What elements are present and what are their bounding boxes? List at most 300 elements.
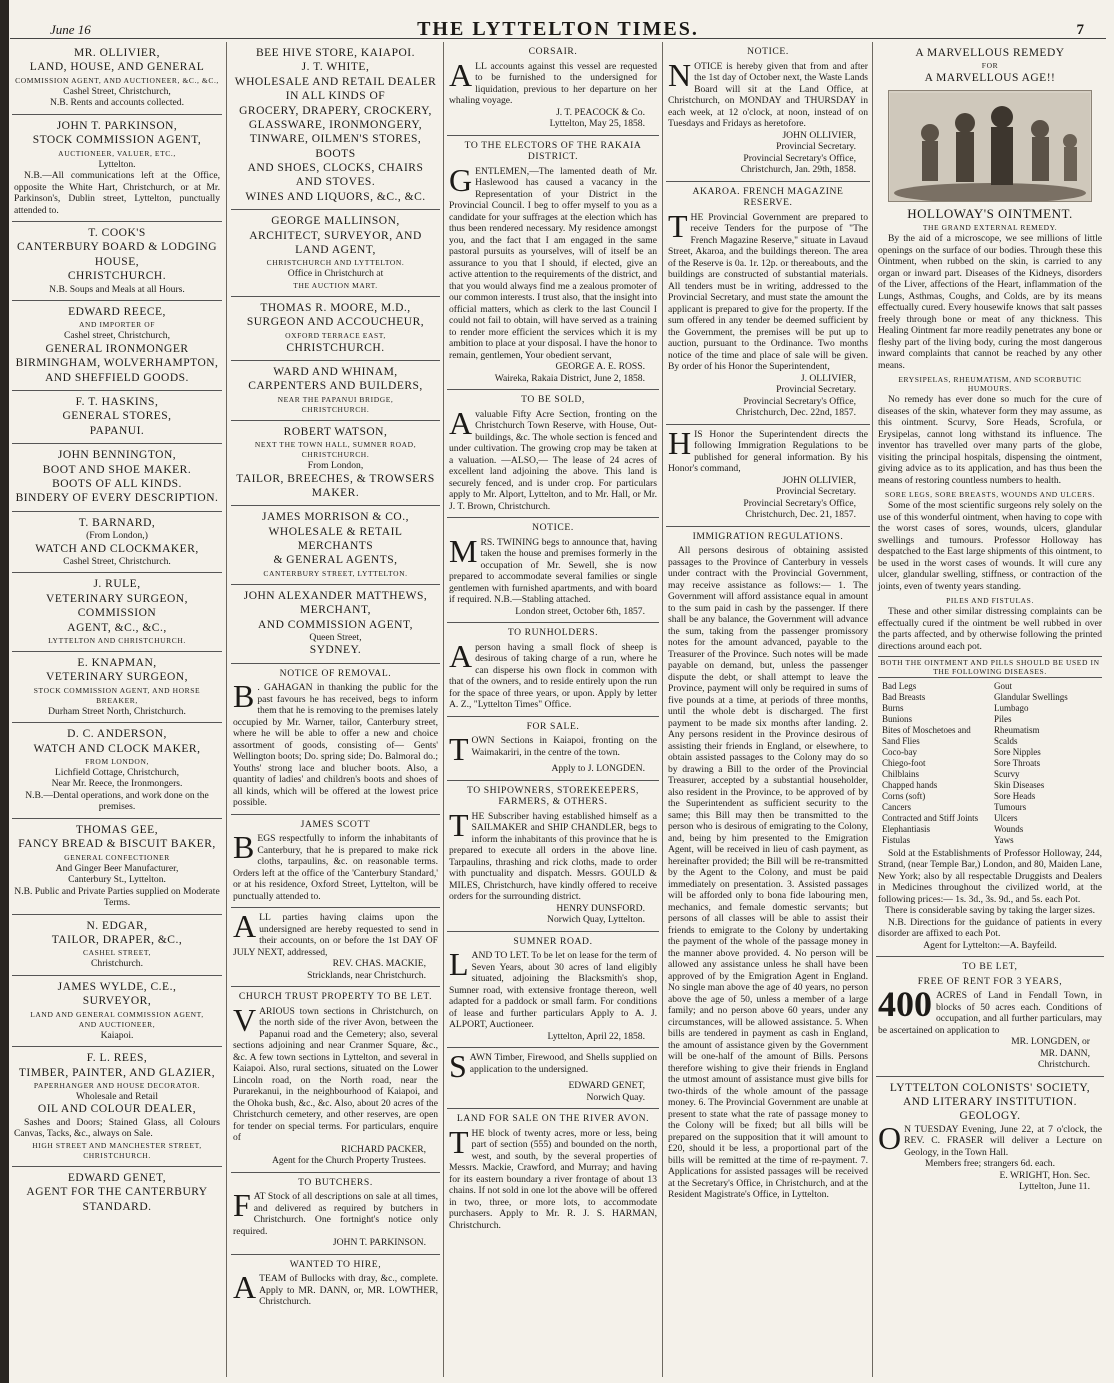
- ad-body-wrap: [449, 1128, 657, 1232]
- ad-line: (From London,): [86, 530, 148, 541]
- ad-heading: WANTED TO HIRE,: [289, 1258, 382, 1270]
- ad-title: CHRISTCHURCH.: [286, 341, 385, 354]
- ad-heading: SUMNER ROAD.: [513, 935, 593, 947]
- ad-title: JOHN ALEXANDER MATTHEWS,: [243, 589, 428, 602]
- ad-subline: CHRISTCHURCH AND LYTTELTON.: [266, 258, 405, 268]
- ad-body-wrap: [233, 912, 438, 958]
- ad-signature: Provincial Secretary.: [776, 384, 856, 395]
- disease-item: Fistulas: [882, 834, 911, 845]
- advertisement: [231, 585, 440, 664]
- ad-subline: COMMISSION AGENT, AND AUCTIONEER, &C., &C.,: [15, 75, 219, 85]
- ad-heading: FOR SALE.: [526, 720, 580, 732]
- advertisement: [447, 42, 659, 136]
- ad-line: Lyttelton.: [98, 158, 136, 170]
- ad-body-wrap: [668, 545, 868, 1201]
- disease-item: Piles: [994, 713, 1012, 724]
- drop-cap: G: [449, 165, 473, 198]
- ad-title: HOUSE,: [94, 255, 140, 268]
- column-rule: [443, 42, 444, 1377]
- ad-body: person having a small flock of sheep is desirous of taking charge of a run, where he can disperse his own flock in common with that of the owners, and to reside entirely upon the run for the space of three years, or upon. Apply by letter A. Z., "Lyttelton Times" Office.: [449, 641, 657, 710]
- ad-line: Christchurch.: [91, 958, 143, 970]
- ad-body: HE block of twenty acres, more or less, being part of section (555) and bounded on the north, west, and south, by the several properties of Messrs. Mackie, Crawford, and Murray; and having for its eastern boundary a river frontage of about 13 chains. If not sold in one lot the above will be offered in two, three, or more lots, to accommodate purchasers. Apply to Mr. R. J. S. HARMAN, Christchurch.: [449, 1127, 657, 1231]
- ad-body: TEAM of Bullocks with dray, &c., complete. Apply to MR. DANN, or, MR. LOWTHER, Christchurch.: [259, 1273, 438, 1308]
- ad-note: N.B. Public and Private Parties supplied on Moderate Terms.: [14, 885, 220, 909]
- ad-title: F. L. REES,: [86, 1052, 148, 1065]
- advertisement: [12, 222, 222, 301]
- ad-title: EDWARD GENET,: [67, 1171, 167, 1184]
- ad-line: Office in Christchurch at: [287, 268, 384, 280]
- ad-title: WATCH AND CLOCK MAKER,: [33, 742, 201, 755]
- ad-signature: London street, October 6th, 1857.: [515, 605, 645, 617]
- ad-subline: CHRISTCHURCH.: [83, 1150, 151, 1160]
- ad-title: TAILOR, DRAPER, &C.,: [51, 934, 183, 946]
- ad-subline: CHRISTCHURCH.: [301, 450, 370, 459]
- to-be-let-heading: TO BE LET,: [962, 961, 1018, 973]
- disease-item: Lumbago: [994, 702, 1029, 713]
- disease-item: Scurvy: [994, 768, 1020, 779]
- ad-signature: GEORGE A. E. ROSS.: [555, 361, 645, 372]
- engraving-illustration: [888, 90, 1092, 202]
- piles-body: These and other similar distressing complaints can be effectually cured if the ointment be well rubbed in over the parts affected, and by otherwise following the printed directions around each pot.: [878, 606, 1102, 652]
- ad-body: RS. TWINING begs to announce that, having taken the house and premises formerly in the occupation of Mr. Sewell, she is now prepared to accommodate several families or single gentlemen with furnished apartments, and with board if required. N.B.—Stabling attached.: [449, 536, 657, 605]
- advertisement: [231, 421, 440, 507]
- drop-cap: T: [449, 1127, 469, 1160]
- ad-title: F. T. HASKINS,: [75, 396, 159, 408]
- issue-date: June 16: [50, 22, 91, 37]
- advertisement: [447, 717, 659, 781]
- ad-body-wrap: [233, 682, 438, 809]
- ad-subline: BREAKER,: [96, 695, 138, 705]
- advertisement: [447, 136, 659, 391]
- ad-signature: HENRY DUNSFORD.: [556, 902, 645, 914]
- ad-heading: CORSAIR.: [528, 46, 578, 57]
- ad-body-wrap: [449, 61, 657, 107]
- advertisement: [12, 723, 222, 819]
- erysipelas-body: No remedy has ever done so much for the cure of diseases of the skin, whatever form they may assume, as this ointment. Scurvy, Sore Heads, Scrofula, or Erysipelas, cannot long withstand its influence. The inventor has travelled over many parts of the globe, visiting the principal hospitals, dispensing the ointment, giving advice as to its application, and has thus been the means of restoring countless numbers to health.: [878, 394, 1102, 486]
- society-body: N TUESDAY Evening, June 22, at 7 o'clock, the REV. C. FRASER will deliver a Lecture on Geology, in the Town Hall.: [904, 1123, 1102, 1158]
- ad-signature: Christchurch, Dec. 22nd, 1857.: [735, 407, 856, 418]
- ad-title: WARD AND WHINAM,: [273, 365, 398, 378]
- holloway-title: HOLLOWAY'S OINTMENT.: [907, 205, 1073, 221]
- ad-subline: LAND AND GENERAL COMMISSION AGENT,: [30, 1009, 204, 1019]
- column-5: [876, 42, 1104, 1379]
- ad-title: GEORGE MALLINSON,: [271, 215, 400, 228]
- remedy-heading: A MARVELLOUS REMEDY: [915, 47, 1065, 59]
- ad-heading: TO BE SOLD,: [521, 394, 585, 405]
- ad-line: And Ginger Beer Manufacturer,: [55, 862, 179, 874]
- ad-subline: AUCTIONEER, VALUER, ETC.,: [58, 148, 176, 158]
- ad-title: TAILOR, BREECHES, & TROWSERS: [236, 472, 435, 485]
- disease-item: Tumours: [994, 801, 1027, 812]
- ad-subline: STOCK COMMISSION AGENT, AND HORSE: [33, 685, 201, 695]
- advertisement: [12, 1167, 222, 1219]
- disease-item: Burns: [882, 702, 904, 713]
- ad-signature: Norwich Quay, Lyttelton.: [547, 914, 645, 925]
- disease-item: Contracted and Stiff Joints: [882, 812, 979, 823]
- ad-body-wrap: [14, 1117, 220, 1140]
- drop-cap: T: [449, 735, 469, 763]
- disease-item: Corns (soft): [882, 790, 926, 801]
- column-3: [447, 42, 659, 1379]
- column-rule: [872, 42, 873, 1377]
- drop-cap: O: [878, 1123, 902, 1156]
- ad-subline: CANTERBURY STREET, LYTTELTON.: [263, 568, 408, 578]
- diseases-list: [878, 679, 1102, 848]
- drop-cap: F: [233, 1191, 251, 1224]
- ad-body: OTICE is hereby given that from and after the 1st day of October next, the Waste Lands Board will sit at the Land Office, at Christchurch, on MONDAY and THURSDAY in each week, at 12 o'clock, at noon, instead of on Tuesdays and Fridays as heretofore.: [668, 60, 868, 129]
- advertisement: [12, 915, 222, 976]
- ad-body: LL accounts against this vessel are requested to be furnished to the undersigned for liquidation, previous to her departure on her whaling voyage.: [449, 60, 657, 106]
- ad-heading: NOTICE OF REMOVAL.: [279, 667, 392, 679]
- drop-cap: N: [668, 60, 692, 93]
- ad-body-wrap: [233, 1273, 438, 1308]
- ad-subline: FROM LONDON,: [85, 756, 149, 766]
- drop-cap: T: [449, 810, 469, 843]
- drop-cap: V: [233, 1005, 257, 1038]
- ad-title: SURVEYOR,: [82, 995, 152, 1008]
- ad-title: WHOLESALE AND RETAIL DEALER: [234, 75, 437, 88]
- disease-item: Chapped hands: [882, 779, 938, 790]
- ad-subline: NEXT THE TOWN HALL, SUMNER ROAD,: [254, 440, 417, 449]
- ad-body-wrap: [233, 1006, 438, 1144]
- saving-note: There is considerable saving by taking the larger sizes.: [884, 905, 1096, 917]
- drop-cap: A: [449, 60, 473, 93]
- diseases-list-left: [882, 681, 986, 846]
- ad-title: AGENT FOR THE CANTERBURY: [26, 1186, 208, 1199]
- ad-body: HE Provincial Government are prepared to receive Tenders for the purpose of "The French Magazine Reserve," situate in Lavaud Street, Akaroa, and the buildings thereon. The area of the Reserve is 0a. 1r. 12p. or thereabouts, and the buildings are constructed of substantial materials. All tenders must be in writing, addressed to the Provincial Secretary, and must state the amount the applicant is prepared to give for the property. If the sum offered in any tender be deemed sufficient by the Government, the premises will be put up to auction, pursuant to the Ordinance. Two months notice of the time and place of sale will be given. By order of his Honor the Superintendent,: [668, 211, 868, 372]
- ad-title: D. C. ANDERSON,: [67, 728, 167, 741]
- ad-heading: TO SHIPOWNERS, STOREKEEPERS, FARMERS, & OTHERS.: [466, 784, 640, 807]
- ad-body: LL parties having claims upon the undersigned are hereby requested to send in their accounts, on or before the 1st DAY OF JULY NEXT, addressed,: [233, 912, 438, 958]
- column-4: [666, 42, 870, 1379]
- ad-title: WINES AND LIQUORS, &C., &C.: [245, 190, 426, 203]
- disease-item: Elephantiasis: [882, 823, 930, 834]
- society-advertisement: [876, 1077, 1104, 1198]
- diseases-list-right: [994, 681, 1098, 846]
- disease-item: Chiego-foot: [882, 757, 926, 768]
- advertisement: [447, 1109, 659, 1236]
- ad-body: OWN Sections in Kaiapoi, fronting on the Waimakariri, in the centre of the town.: [471, 735, 657, 758]
- ad-subline: NEAR THE PAPANUI BRIDGE,: [277, 394, 394, 404]
- advertisement: [447, 518, 659, 623]
- ad-body: EGS respectfully to inform the inhabitants of Canterbury, that he is prepared to make rick cloths, tarpaulins, &c. on reasonable terms. Orders left at the office of the 'Canterbury Standard,' or at his residence, Oxford Street, Lyttelton, will be punctually attended to.: [233, 833, 438, 902]
- disease-item: Gout: [994, 681, 1012, 691]
- sold-at: Sold at the Establishments of Professor Holloway, 244, Strand, (near Temple Bar,) London, and 80, Maiden Lane, New York; also by all respectable Druggists and Dealers in Medicines throughout the civilized world, at the following prices:— 1s. 3d., 3s. 9d., and 5s. each Pot.: [878, 847, 1102, 905]
- ad-body: HE Subscriber having established himself as a SAILMAKER and SHIP CHANDLER, begs to inform the inhabitants of this province that he is prepared to execute all orders in the above line. Tarpaulins, thrashing and rick cloths, made to order with punctuality and dispatch. Messrs. GOULD & MILES, Christchurch, have kindly offered to receive orders for the surrounding district.: [449, 810, 657, 902]
- ad-signature: JOHN OLLIVIER,: [782, 474, 856, 486]
- ad-title: VETERINARY SURGEON,: [46, 671, 188, 684]
- advertisement: [231, 908, 440, 987]
- acres-number: 400: [878, 990, 932, 1025]
- drop-cap: B: [233, 833, 255, 866]
- ad-subline: THE AUCTION MART.: [293, 280, 378, 290]
- ad-note: N.B.—Dental operations, and work done on the premises.: [25, 789, 209, 813]
- to-be-let-signature-2: MR. DANN,: [1040, 1047, 1090, 1059]
- advertisement: [447, 1048, 659, 1109]
- disease-item: Bunions: [882, 713, 913, 724]
- column-rule: [226, 42, 227, 1377]
- advertisement: [447, 781, 659, 932]
- society-signature-1: E. WRIGHT, Hon. Sec.: [999, 1169, 1090, 1181]
- ad-signature: Provincial Secretary's Office,: [743, 497, 856, 509]
- ad-title: ARCHITECT, SURVEYOR, AND: [249, 229, 422, 242]
- advertisement: [231, 987, 440, 1173]
- ad-heading: AKAROA. FRENCH MAGAZINE RESERVE.: [692, 185, 844, 208]
- advertisement: [12, 652, 222, 723]
- ad-title: T. BARNARD,: [78, 516, 156, 529]
- column-rule: [662, 42, 663, 1377]
- sore-legs-body: Some of the most scientific surgeons rely solely on the use of this wonderful ointment, when having to cope with the worst cases of sores, wounds, ulcers, glandular swellings and tumours. Professor Holloway has despatched to the East large shipments of this ointment, to be used in the worst cases of wounds. It will cure any ulcer, glandular swelling, stiffness, or contraction of the joints, even of twenty years standing.: [878, 500, 1102, 592]
- ad-subline: OXFORD TERRACE EAST,: [285, 330, 386, 340]
- ad-body-wrap: [668, 212, 868, 373]
- ad-signature: Waireka, Rakaia District, June 2, 1858.: [494, 372, 645, 384]
- ad-heading: NOTICE.: [747, 46, 789, 57]
- ad-title: BEE HIVE STORE, KAIAPOI.: [255, 47, 416, 59]
- ad-title: GLASSWARE, IRONMONGERY,: [248, 118, 423, 131]
- disease-item: Bad Breasts: [882, 691, 926, 702]
- ad-signature: Provincial Secretary's Office,: [743, 395, 856, 407]
- advertisement: [231, 1255, 440, 1313]
- ad-signature: JOHN T. PARKINSON.: [332, 1237, 426, 1249]
- ad-title: JAMES MORRISON & CO.,: [262, 511, 409, 524]
- ad-body-wrap: [449, 642, 657, 711]
- advertisement: [12, 573, 222, 652]
- ad-body: . GAHAGAN in thanking the public for the past favours he has received, begs to inform them that he is removing to the premises lately occupied by Mr. Warner, tailor, Canterbury street, where he will be able to offer a new and choice assortment of goods, consisting of— Gents' Wellington boots; Do. spring side; Do. Balmoral do.; Youths' strong lace and blucher boots. Also, a quantity of ladies' and children's boots and shoes of all kinds, which will be offered at the lowest price possible.: [233, 682, 438, 809]
- ad-title: AND COMMISSION AGENT,: [257, 618, 413, 631]
- ad-title: CHRISTCHURCH.: [67, 270, 167, 283]
- ad-heading: NOTICE.: [532, 522, 574, 533]
- ad-signature: Provincial Secretary.: [776, 141, 856, 152]
- ad-title: AND SHOES, CLOCKS, CHAIRS: [247, 162, 424, 174]
- ad-body: AWN Timber, Firewood, and Shells supplied on application to the undersigned.: [469, 1052, 657, 1075]
- advertisement: [12, 391, 222, 444]
- to-be-let-signature-1: MR. LONGDEN, or: [1011, 1036, 1090, 1048]
- ad-body-wrap: [449, 1052, 657, 1080]
- ad-title: T. COOK'S: [88, 227, 146, 239]
- advertisement: [231, 210, 440, 297]
- ad-body: valuable Fifty Acre Section, fronting on the Christchurch Town Reserve, with House, Out-buildings, &c. The whole section is fenced and under cultivation. The growing crop may be taken at a valuation. —ALSO,— The lease of 24 acres of excellent land adjoining the above. This land is securely fenced, and is under crop. For particulars apply to Mr. Alport, Lyttelton, and to Mr. Hall, or Mr. J. T. Brown, Christchurch.: [449, 408, 657, 512]
- drop-cap: T: [668, 211, 688, 244]
- ad-title: AND STOVES.: [295, 176, 376, 189]
- advertisement: [666, 42, 870, 182]
- ad-subline: CASHEL STREET,: [83, 948, 151, 958]
- ad-body-wrap: [449, 811, 657, 903]
- ad-heading: JAMES SCOTT: [300, 818, 371, 830]
- ad-title: BINDERY OF EVERY DESCRIPTION.: [15, 492, 219, 505]
- ad-line: N.B. Soups and Meals at all Hours.: [49, 283, 185, 295]
- ad-signature: Lyttelton, May 25, 1858.: [549, 118, 645, 129]
- ad-body-wrap: [449, 537, 657, 606]
- ad-body: AND TO LET. To be let on lease for the term of Seven Years, about 30 acres of land eligibly situated, adjoining the Blacksmith's shop, Sumner road, with extensive frontage thereon, well adapted for a paddock or small farm. For conditions of lease and further particulars Apply to A. J. ALPORT, Auctioneer.: [449, 950, 657, 1030]
- advertisement: [231, 361, 440, 421]
- advertisement: [231, 297, 440, 361]
- ad-body-wrap: [449, 166, 657, 362]
- masthead: [10, 8, 1106, 39]
- advertisement: [12, 444, 222, 512]
- ad-body-wrap: [233, 833, 438, 902]
- advertisement: [666, 182, 870, 425]
- ad-body-wrap: [668, 61, 868, 130]
- ad-title: BOOT AND SHOE MAKER.: [42, 463, 192, 476]
- ad-title: MR. OLLIVIER,: [73, 47, 161, 59]
- ad-body-wrap: [449, 735, 657, 763]
- disease-item: Chilblains: [882, 768, 920, 779]
- ad-title: TIMBER, PAINTER, AND GLAZIER,: [18, 1066, 216, 1079]
- advertisement: [12, 42, 222, 115]
- sore-legs-heading: SORE LEGS, SORE BREASTS, WOUNDS AND ULCERS.: [884, 490, 1096, 499]
- advertisement: [447, 932, 659, 1049]
- ad-line: Cashel Street, Christchurch.: [63, 555, 171, 567]
- ad-heading: IMMIGRATION REGULATIONS.: [692, 530, 844, 542]
- to-be-let-advertisement: [876, 957, 1104, 1077]
- ad-body-wrap: [14, 170, 220, 216]
- society-members: Members free; strangers 6d. each.: [925, 1158, 1055, 1170]
- society-signature-2: Lyttelton, June 11.: [1018, 1181, 1090, 1193]
- ad-title: WHOLESALE & RETAIL MERCHANTS: [268, 525, 403, 552]
- ad-body: ENTLEMEN,—The lamented death of Mr. Haslewood has caused a vacancy in the Representation of your District in the Provincial Council. I beg to offer myself to you as a candidate for your suffrages at the election which has thus been rendered necessary. My residence amongst you, and the fact that I am engaged in the same pastoral pursuits as yourselves, will of itself be an assurance to you that I should, if elected, give an active attention to the requirements of the district, and that you would always find me a zealous promoter of our common interests. I trust also, that the insight into official matters, which as clerk to the last Council I could not fail to obtain, will have served as a training to render more efficient the services which it is my ambition to place at your disposal. I have the honor to remain, gentlemen, Your obedient servant,: [449, 165, 657, 361]
- ad-signature: Stricklands, near Christchurch.: [307, 969, 426, 981]
- column-2: [231, 42, 440, 1379]
- newspaper-title: THE LYTTELTON TIMES.: [417, 18, 699, 40]
- ad-body: N.B.—All communications left at the Office, opposite the White Hart, Christchurch, or at Mr. Parkinson's, Dublin street, Lyttelton, punctually attended to.: [14, 170, 220, 216]
- ad-title: STOCK COMMISSION AGENT,: [32, 134, 202, 147]
- advertisement: [231, 42, 440, 210]
- disease-item: Wounds: [994, 823, 1024, 834]
- advertisement: [231, 664, 440, 815]
- ad-title: SURGEON AND ACCOUCHEUR,: [246, 316, 425, 329]
- ad-title: JOHN BENNINGTON,: [57, 449, 177, 462]
- holloway-body: By the aid of a microscope, we see millions of little openings on the surface of our bodies. Through these this Ointment, when rubbed on the skin, is carried to any organ or inward part. Diseases of the Kidneys, disorders of the Liver, affections of the Heart, inflammation of the Lungs, Asthmas, Coughs, and Colds, are by its means effectually cured. Every housewife knows that salt passes freely through bone or meat of any thickness. This Healing Ointment far more readily penetrates any bone or fleshy part of the living body, curing the most dangerous inward complaints that cannot be reached by any other means.: [878, 233, 1102, 371]
- ad-title: OIL AND COLOUR DEALER,: [37, 1103, 197, 1116]
- society-heading: LYTTELTON COLONISTS' SOCIETY,: [889, 1081, 1091, 1094]
- ad-signature: EDWARD GENET,: [568, 1080, 645, 1091]
- ad-title: GENERAL STORES,: [62, 410, 172, 423]
- ad-subline: PAPERHANGER AND HOUSE DECORATOR.: [33, 1080, 201, 1090]
- advertisement: [12, 819, 222, 915]
- disease-item: Coco-bay: [882, 746, 917, 757]
- ad-title: IN ALL KINDS OF: [285, 90, 386, 103]
- ad-body: Sashes and Doors; Stained Glass, all Colours Canvas, Tacks, &c., always on Sale.: [14, 1116, 220, 1140]
- ad-body-wrap: [668, 429, 868, 475]
- advertisement: [666, 425, 870, 527]
- disease-item: Rheumatism: [994, 724, 1040, 735]
- disease-item: Bad Legs: [882, 681, 917, 691]
- ad-title: & GENERAL AGENTS,: [273, 554, 398, 567]
- ad-line: Queen Street,: [309, 631, 362, 643]
- ad-title: MAKER.: [311, 486, 360, 499]
- ad-line: Canterbury St., Lyttelton.: [68, 874, 166, 886]
- advertisement: [231, 815, 440, 909]
- ad-heading: TO THE ELECTORS OF THE RAKAIA DISTRICT.: [464, 139, 642, 162]
- ad-title: SYDNEY.: [309, 644, 362, 657]
- ad-title: AGENT, &C., &C.,: [67, 621, 167, 634]
- drop-cap: A: [233, 912, 257, 945]
- diseases-heading: BOTH THE OINTMENT AND PILLS SHOULD BE USED IN THE FOLLOWING DISEASES.: [878, 656, 1102, 678]
- disease-item: Skin Diseases: [994, 779, 1045, 790]
- ad-signature: Lyttelton, April 22, 1858.: [547, 1030, 645, 1042]
- piles-heading: PILES AND FISTULAS.: [946, 596, 1034, 605]
- society-heading-2: AND LITERARY INSTITUTION.: [902, 1095, 1077, 1108]
- ad-title: BOOTS OF ALL KINDS.: [52, 477, 182, 490]
- disease-item: Scalds: [994, 735, 1018, 746]
- ad-title: J. T. WHITE,: [301, 61, 370, 74]
- drop-cap: A: [449, 408, 473, 441]
- ad-title: CANTERBURY BOARD & LODGING: [16, 241, 218, 254]
- disease-item: Sore Throats: [994, 757, 1041, 768]
- ad-heading: CHURCH TRUST PROPERTY TO BE LET.: [238, 991, 433, 1003]
- drop-cap: L: [449, 950, 469, 982]
- ad-line: From London,: [307, 460, 364, 471]
- ad-signature: JOHN OLLIVIER,: [782, 129, 856, 141]
- drop-cap: H: [668, 428, 692, 461]
- advertisement: [12, 1047, 222, 1167]
- ad-signature: Agent for the Church Property Trustees.: [271, 1155, 426, 1167]
- to-be-let-subheading: FREE OF RENT FOR 3 YEARS,: [917, 975, 1063, 987]
- ad-signature: Provincial Secretary.: [776, 486, 856, 497]
- ad-signature: Christchurch, Jan. 29th, 1858.: [740, 164, 856, 175]
- ad-heading: LAND FOR SALE ON THE RIVER AVON.: [456, 1113, 650, 1124]
- ad-body: ARIOUS town sections in Christchurch, on the north side of the river Avon, between the Papanui road and the Cemetery; also, several sections adjoining and near Cranmer Square, &c., &c. A few town sections in Lyttelton, and several in Kaiapoi. Also, rural sections, situated on the Lower Lincoln road, on the North road, near the Purarekanui, in the neighbourhood of Kaiapoi, and the Ohoka bush, &c., &c. Also, about 20 acres of the Christchurch cemetery, and other reserves, are open for tender on special terms. For particulars, enquire of: [233, 1005, 438, 1144]
- disease-item: Ulcers: [994, 812, 1018, 823]
- disease-item: Sore Heads: [994, 790, 1036, 801]
- page-number: 7: [1076, 22, 1084, 38]
- lyttelton-agent: Agent for Lyttelton:—A. Bayfeild.: [923, 939, 1057, 951]
- ad-subline: GENERAL CONFECTIONER: [64, 852, 170, 862]
- ad-title: TINWARE, OILMEN'S STORES, BOOTS: [249, 133, 422, 160]
- disease-item: Yaws: [994, 834, 1014, 845]
- advertisement: [12, 976, 222, 1047]
- disease-item: Sore Nipples: [994, 746, 1041, 757]
- ad-signature: Christchurch, Dec. 21, 1857.: [745, 509, 856, 520]
- ad-signature: J. T. PEACOCK & Co.: [556, 106, 645, 118]
- ad-title: WATCH AND CLOCKMAKER,: [35, 542, 199, 555]
- remedy-heading-2: A MARVELLOUS AGE!!: [924, 72, 1056, 85]
- drop-cap: S: [449, 1052, 467, 1080]
- ad-title: JOHN T. PARKINSON,: [56, 119, 178, 132]
- drop-cap: M: [449, 536, 478, 569]
- ad-body-wrap: [449, 950, 657, 1031]
- ad-title: THOMAS GEE,: [75, 823, 159, 836]
- ad-subline: HIGH STREET AND MANCHESTER STREET,: [32, 1140, 202, 1150]
- disease-item: Bites of Moschetoes and Sand Flies: [882, 724, 971, 746]
- ad-signature: J. OLLIVIER,: [800, 372, 856, 384]
- disease-item: Glandular Swellings: [994, 691, 1068, 702]
- advertisement: [12, 115, 222, 222]
- ad-line: Cashel street, Christchurch,: [63, 330, 171, 342]
- ad-title: JAMES WYLDE, C.E.,: [57, 980, 177, 993]
- drop-cap: A: [233, 1273, 257, 1306]
- ad-line: Durham Street North, Christchurch.: [48, 705, 186, 717]
- ad-line: Cashel Street, Christchurch,: [63, 85, 171, 97]
- advertisement: [666, 527, 870, 1206]
- advertisement: [231, 506, 440, 585]
- ad-title: MERCHANT,: [299, 604, 372, 617]
- drop-cap: A: [449, 641, 473, 674]
- ad-title: GENERAL IRONMONGER: [45, 342, 189, 355]
- ad-line: Lichfield Cottage, Christchurch,: [54, 766, 180, 778]
- ad-subline: LYTTELTON AND CHRISTCHURCH.: [48, 635, 186, 645]
- ad-subline: AND AUCTIONEER,: [78, 1019, 156, 1029]
- to-be-let-signature-3: Christchurch.: [1038, 1059, 1090, 1071]
- ad-signature: Norwich Quay.: [586, 1091, 645, 1103]
- ad-title: CARPENTERS AND BUILDERS,: [248, 380, 423, 393]
- ad-title: LAND AGENT,: [295, 243, 376, 256]
- erysipelas-heading: ERYSIPELAS, RHEUMATISM, AND SCORBUTIC HUMOURS.: [898, 375, 1082, 393]
- ad-body-wrap: [449, 409, 657, 513]
- ad-heading: TO RUNHOLDERS.: [507, 627, 599, 638]
- ad-title: VETERINARY SURGEON, COMMISSION: [46, 592, 188, 620]
- ad-title: J. RULE,: [93, 578, 141, 591]
